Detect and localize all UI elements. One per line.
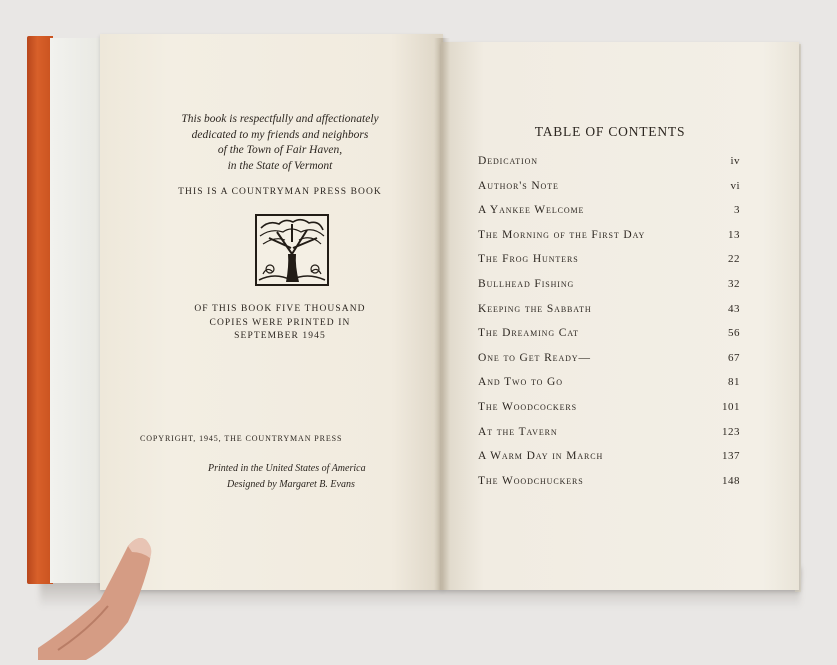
thumb	[38, 530, 158, 660]
toc-entry-page: 123	[722, 425, 740, 438]
toc-entry-title: Keeping the Sabbath	[478, 302, 592, 315]
table-of-contents	[478, 155, 740, 499]
toc-entry-page: iv	[730, 155, 740, 167]
toc-entry-page: 3	[734, 204, 740, 217]
toc-entry-title: The Woodchuckers	[478, 474, 584, 487]
toc-entry-title: The Woodcockers	[478, 400, 577, 413]
print-note-line: COPIES WERE PRINTED IN	[209, 317, 351, 328]
toc-entry-page: 22	[728, 253, 740, 266]
imprint	[140, 461, 455, 493]
toc-entry	[478, 426, 740, 451]
dedication-line: This book is respectfully and affectionately	[181, 113, 379, 125]
toc-entry-page: 13	[728, 228, 740, 241]
toc-entry-title: And Two to Go	[478, 376, 563, 389]
toc-entry-page: 101	[722, 400, 740, 413]
print-run-note	[140, 303, 420, 344]
designer-line: Designed by Margaret B. Evans	[227, 479, 355, 490]
toc-entry-page: 56	[728, 327, 740, 340]
toc-entry-title: The Morning of the First Day	[478, 228, 646, 241]
toc-entry	[478, 475, 740, 500]
press-line: THIS IS A COUNTRYMAN PRESS BOOK	[178, 187, 382, 197]
toc-entry-page: 67	[728, 351, 740, 364]
toc-entry-title: At the Tavern	[478, 425, 558, 438]
toc-entry	[478, 401, 740, 426]
printed-in-line: Printed in the United States of America	[208, 463, 366, 474]
toc-entry-page: 137	[722, 450, 740, 463]
print-note-line: OF THIS BOOK FIVE THOUSAND	[194, 304, 366, 314]
tree-woodcut-icon	[255, 214, 329, 286]
dedication-line: in the State of Vermont	[227, 159, 333, 172]
toc-entry-title: Bullhead Fishing	[478, 277, 575, 290]
dedication-line: dedicated to my friends and neighbors	[191, 128, 369, 141]
toc-entry	[478, 303, 740, 328]
toc-entry-title: A Warm Day in March	[478, 450, 604, 463]
dedication	[140, 112, 420, 174]
toc-entry-page: 81	[728, 376, 740, 389]
toc-entry-page: 148	[722, 474, 740, 487]
dedication-line: of the Town of Fair Haven,	[217, 144, 343, 156]
toc-entry	[478, 155, 740, 180]
toc-entry-title: Author's Note	[478, 179, 559, 192]
toc-entry-page: vi	[730, 179, 740, 192]
dust-jacket-flap	[50, 38, 106, 583]
toc-entry	[478, 376, 740, 401]
toc-entry-title: A Yankee Welcome	[478, 204, 585, 217]
toc-entry	[478, 278, 740, 303]
toc-entry	[478, 180, 740, 205]
toc-entry	[478, 450, 740, 475]
copyright-line: COPYRIGHT, 1945, THE COUNTRYMAN PRESS	[140, 434, 343, 443]
toc-entry-title: The Frog Hunters	[478, 253, 579, 266]
toc-entry	[478, 229, 740, 254]
toc-entry	[478, 327, 740, 352]
book-gutter	[434, 38, 450, 590]
toc-entry-title: Dedication	[478, 155, 538, 167]
toc-entry	[478, 204, 740, 229]
toc-entry-title: The Dreaming Cat	[478, 327, 579, 340]
toc-title: TABLE OF CONTENTS	[534, 124, 686, 139]
print-note-line: SEPTEMBER 1945	[234, 331, 326, 341]
toc-entry	[478, 352, 740, 377]
toc-entry-page: 32	[728, 277, 740, 290]
toc-entry	[478, 253, 740, 278]
toc-entry-page: 43	[728, 302, 740, 315]
toc-entry-title: One to Get Ready—	[478, 351, 591, 364]
